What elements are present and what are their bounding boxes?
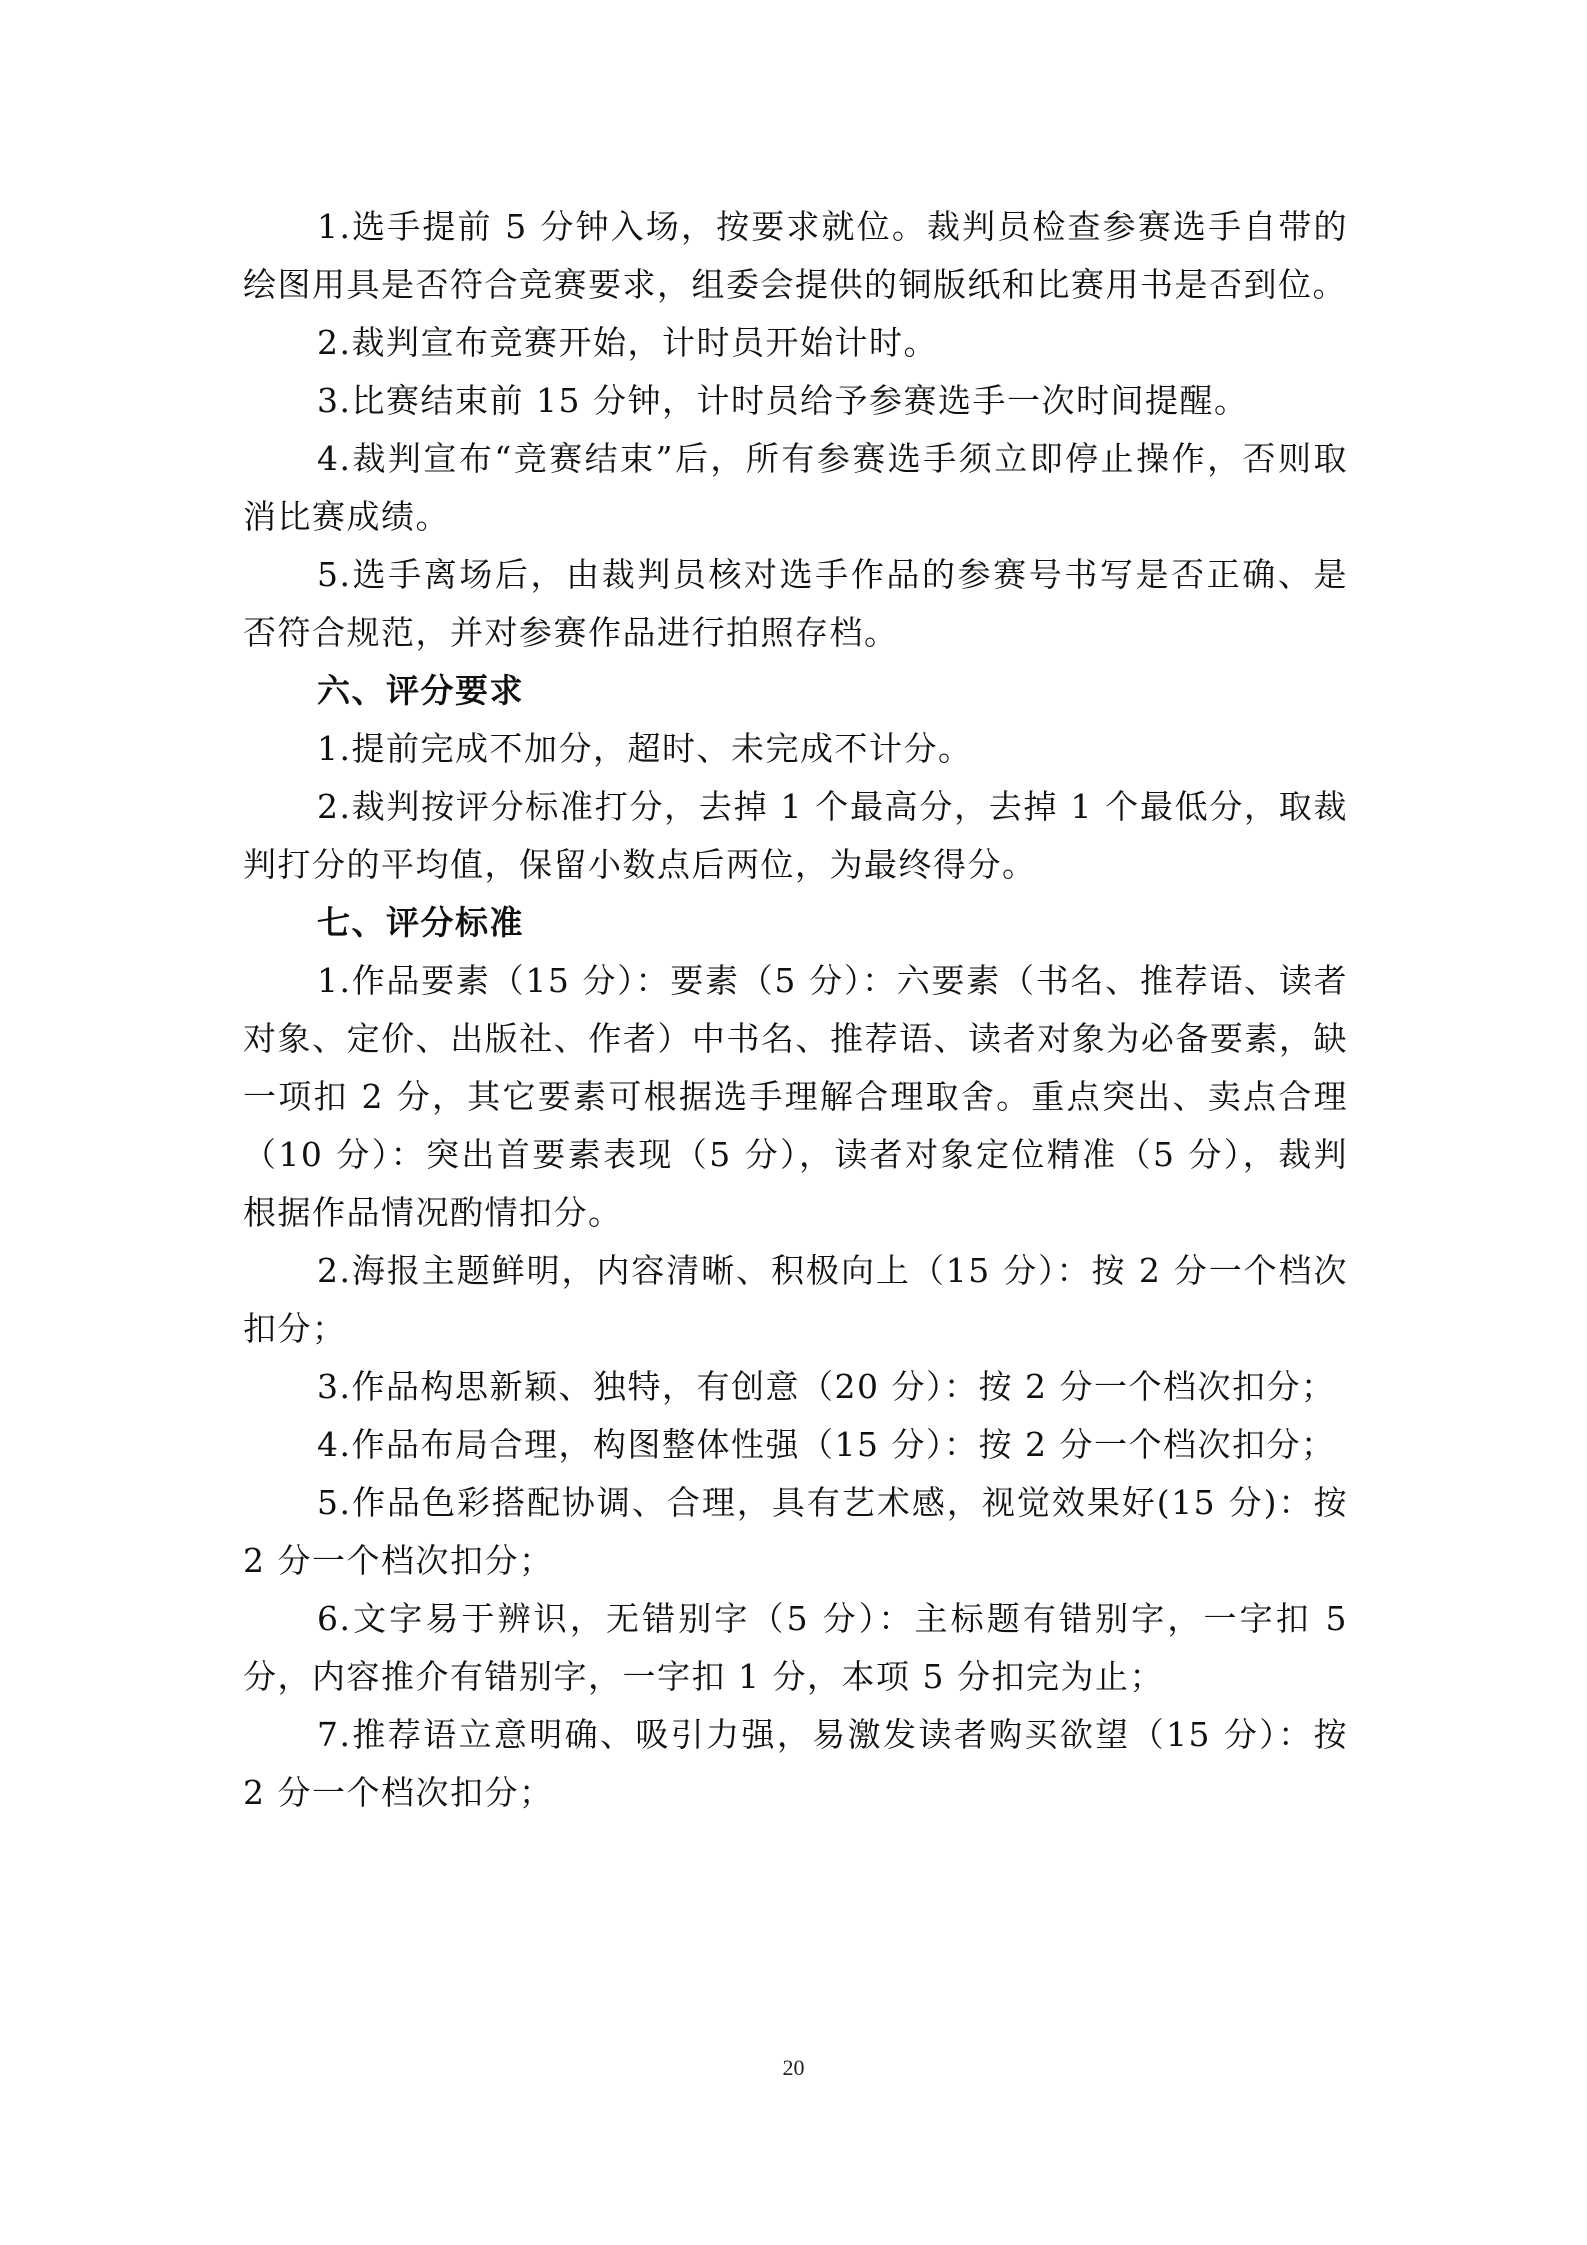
paragraph-criteria-5: 5.作品色彩搭配协调、合理，具有艺术感，视觉效果好(15 分)：按 2 分一个档次扣分； (243, 1483, 1348, 1580)
paragraph-criteria-7: 7.推荐语立意明确、吸引力强，易激发读者购买欲望（15 分）：按 2 分一个档次扣分； (243, 1715, 1348, 1812)
paragraph-scoring-req-2: 2.裁判按评分标准打分，去掉 1 个最高分，去掉 1 个最低分，取裁判打分的平均值，保留小数点后两位，为最终得分。 (243, 787, 1348, 884)
section-heading-scoring-criteria: 七、评分标准 (317, 903, 524, 942)
paragraph-criteria-3: 3.作品构思新颖、独特，有创意（20 分）：按 2 分一个档次扣分； (317, 1367, 1336, 1406)
paragraph-criteria-1: 1.作品要素（15 分）：要素（5 分）：六要素（书名、推荐语、读者对象、定价、出版社、作者）中书名、推荐语、读者对象为必备要素，缺一项扣 2 分，其它要素可根据选手理解合理取舍。重点突出、卖点合理（10 分）：突出首要素表现（5 分），读者对象定位精准（5 分），裁判根据作品情况酌情扣分。 (243, 961, 1348, 1232)
paragraph-criteria-2: 2.海报主题鲜明，内容清晰、积极向上（15 分）：按 2 分一个档次扣分； (243, 1251, 1348, 1348)
section-heading-scoring-requirements: 六、评分要求 (317, 671, 524, 710)
paragraph-criteria-6: 6.文字易于辨识，无错别字（5 分）：主标题有错别字，一字扣 5 分，内容推介有错别字，一字扣 1 分，本项 5 分扣完为止； (243, 1599, 1348, 1696)
document-body (243, 198, 1348, 1822)
paragraph-rule-4: 4.裁判宣布“竞赛结束”后，所有参赛选手须立即停止操作，否则取消比赛成绩。 (243, 439, 1348, 536)
page-number: 20 (782, 2055, 805, 2080)
paragraph-rule-5: 5.选手离场后，由裁判员核对选手作品的参赛号书写是否正确、是否符合规范，并对参赛作品进行拍照存档。 (243, 555, 1348, 652)
paragraph-rule-3: 3.比赛结束前 15 分钟，计时员给予参赛选手一次时间提醒。 (317, 381, 1249, 420)
paragraph-scoring-req-1: 1.提前完成不加分，超时、未完成不计分。 (317, 729, 973, 768)
paragraph-rule-2: 2.裁判宣布竞赛开始，计时员开始计时。 (317, 323, 938, 362)
paragraph-rule-1: 1.选手提前 5 分钟入场，按要求就位。裁判员检查参赛选手自带的绘图用具是否符合竞赛要求，组委会提供的铜版纸和比赛用书是否到位。 (243, 207, 1348, 304)
paragraph-criteria-4: 4.作品布局合理，构图整体性强（15 分）：按 2 分一个档次扣分； (317, 1425, 1336, 1464)
